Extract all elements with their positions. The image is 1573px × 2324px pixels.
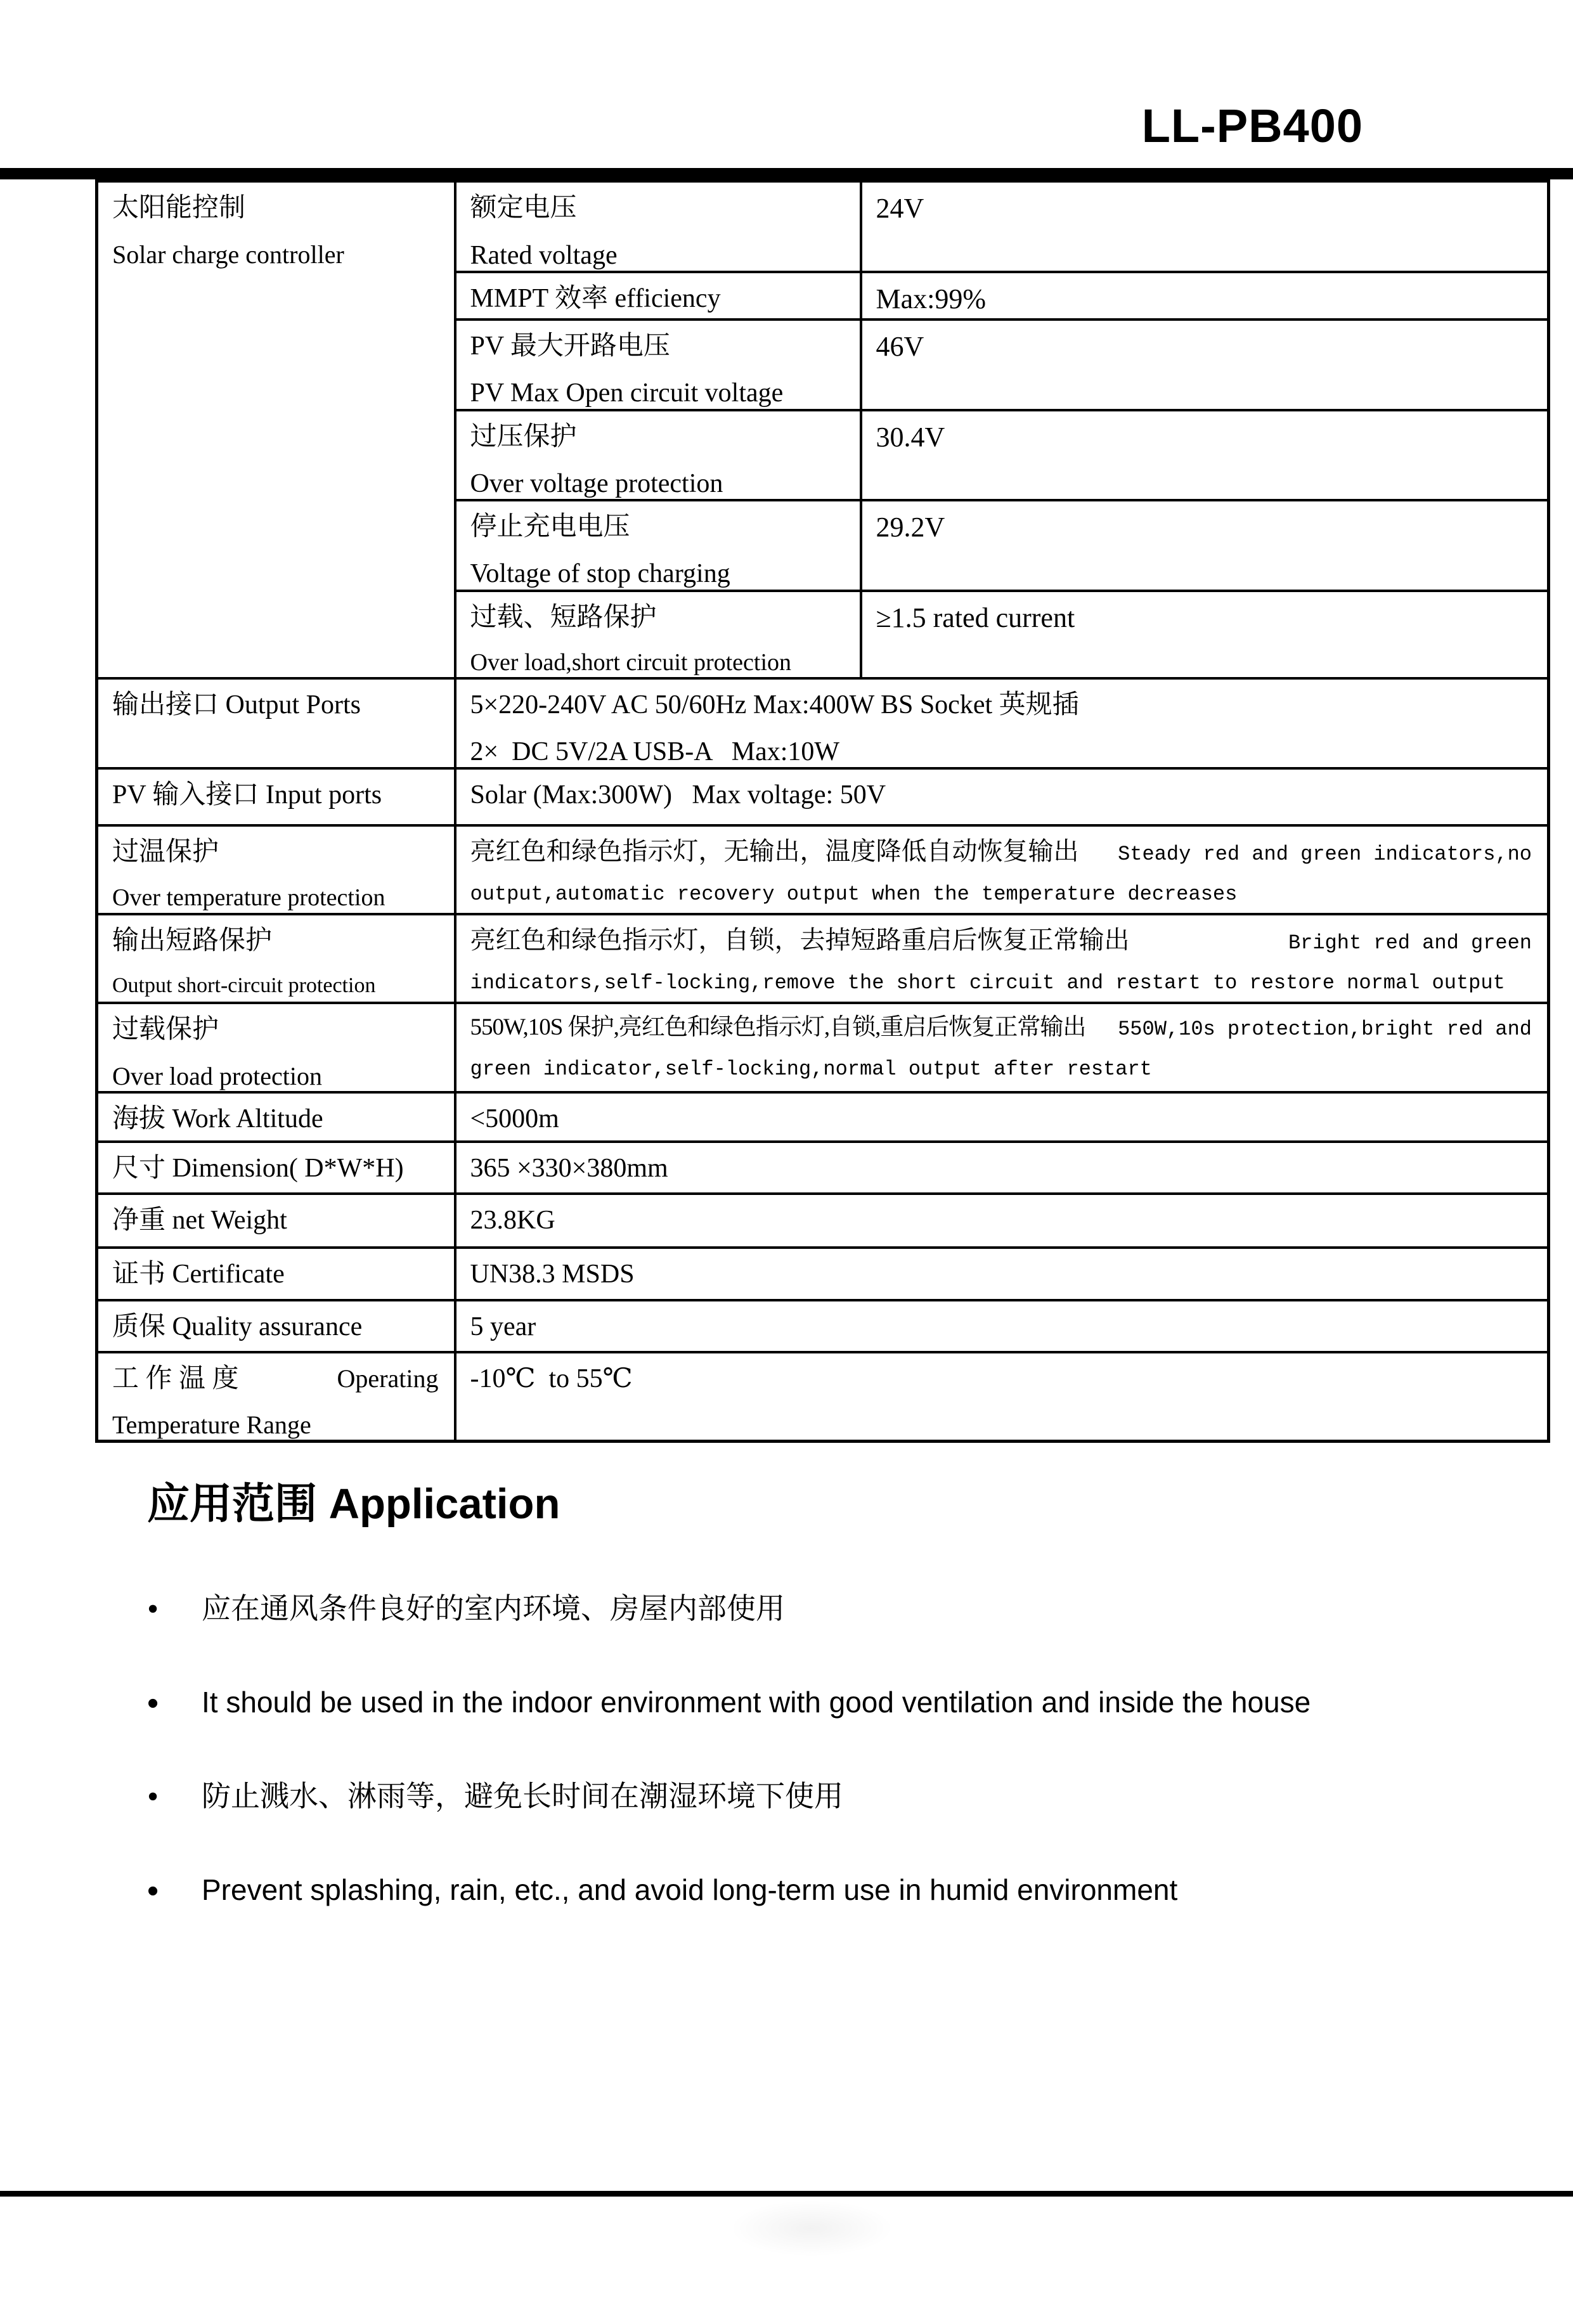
over-voltage-value [861,410,1549,501]
input-ports-label [97,768,455,825]
over-temperature-label [97,825,455,914]
over-temperature-label-cn: 过温保护 [112,837,219,867]
operating-temperature-label-en1: Operating [337,1364,439,1393]
over-load-value-en2: green indicator,self-locking,normal output after restart [470,1057,1152,1081]
overload-short-value [861,591,1549,678]
solar-group-cell [97,181,455,678]
stop-charging-value [861,500,1549,591]
table-row-input-ports [97,768,1549,825]
over-temperature-value-en2: output,automatic recovery output when the temperature decreases [470,882,1238,907]
table-row-dimension [97,1142,1549,1194]
output-ports-label [97,678,455,769]
list-item: • 防止溅水、淋雨等，避免长时间在潮湿环境下使用 [147,1779,1573,1814]
dimension-label [97,1142,455,1194]
rated-voltage-param-cn: 额定电压 [470,193,577,223]
quality-assurance-label [97,1300,455,1352]
over-temperature-value [455,825,1549,914]
application-list [0,1591,1573,1908]
document-page [0,100,1573,2324]
pv-max-param-cn: PV 最大开路电压 [470,331,670,361]
quality-assurance-value-text: 5 year [470,1312,536,1341]
net-weight-value-text: 23.8KG [470,1205,555,1235]
over-temperature-label-en: Over temperature protection [112,884,385,911]
altitude-value [455,1092,1549,1142]
page-title: LL-PB400 [1141,100,1363,152]
operating-temperature-value [455,1352,1549,1442]
output-ports-value [455,678,1549,769]
output-ports-label-text: 输出接口 Output Ports [112,690,361,720]
output-ports-value-line1: 5×220-240V AC 50/60Hz Max:400W BS Socket 英规插 [470,690,1079,720]
net-weight-label [97,1194,455,1248]
net-weight-value [455,1194,1549,1248]
altitude-label [97,1092,455,1142]
dimension-value [455,1142,1549,1194]
table-row-rated-voltage [97,181,1549,272]
application-heading: 应用范围 Application [147,1480,560,1528]
over-load-value-en1: 550W,10s protection,bright red and [1118,1017,1532,1042]
output-short-circuit-value-cn: 亮红色和绿色指示灯，自锁，去掉短路重启后恢复正常输出 [470,926,1130,955]
net-weight-label-text: 净重 net Weight [112,1205,287,1235]
over-voltage-param-en: Over voltage protection [470,468,723,498]
pv-max-value-text: 46V [876,330,924,362]
over-voltage-value-text: 30.4V [876,421,945,453]
certificate-label-text: 证书 Certificate [112,1259,285,1289]
certificate-value-text: UN38.3 MSDS [470,1259,635,1289]
table-row-over-temperature [97,825,1549,914]
table-row-altitude [97,1092,1549,1142]
spec-table [95,179,1550,1443]
table-row-operating-temperature [97,1352,1549,1442]
over-load-label-en: Over load protection [112,1061,322,1090]
table-row-output-ports [97,678,1549,769]
dimension-value-text: 365 ×330×380mm [470,1153,668,1183]
operating-temperature-label-cn: 工 作 温 度 [112,1364,239,1393]
stop-charging-param-en: Voltage of stop charging [470,559,730,589]
output-short-circuit-value-en2: indicators,self-locking,remove the short circuit and restart to restore normal output [470,971,1505,995]
rated-voltage-param [455,181,861,272]
over-temperature-value-cn: 亮红色和绿色指示灯，无输出，温度降低自动恢复输出 [470,837,1079,866]
table-row-net-weight [97,1194,1549,1248]
output-short-circuit-label-en: Output short-circuit protection [112,973,376,997]
input-ports-value [455,768,1549,825]
output-short-circuit-label [97,914,455,1003]
over-temperature-value-en1: Steady red and green indicators,no [1118,842,1532,867]
solar-group-label-en: Solar charge controller [112,240,344,269]
mmpt-value [861,272,1549,320]
dimension-label-text: 尺寸 Dimension( D*W*H) [112,1153,404,1183]
output-short-circuit-value [455,914,1549,1003]
quality-assurance-value [455,1300,1549,1352]
list-item: • 应在通风条件良好的室内环境、房屋内部使用 [147,1591,1573,1626]
rated-voltage-value-text: 24V [876,193,924,224]
over-load-label [97,1003,455,1092]
over-voltage-param [455,410,861,501]
list-item: • Prevent splashing, rain, etc., and avoid long-term use in humid environment [147,1873,1573,1908]
pv-max-param [455,320,861,410]
altitude-label-text: 海拔 Work Altitude [112,1104,323,1133]
header-rule [0,168,1573,179]
pv-max-param-en: PV Max Open circuit voltage [470,378,784,408]
stop-charging-param-cn: 停止充电电压 [470,512,630,542]
footer-smudge [729,2200,894,2257]
over-load-value [455,1003,1549,1092]
over-voltage-param-cn: 过压保护 [470,422,577,451]
stop-charging-value-text: 29.2V [876,512,945,543]
altitude-value-text: <5000m [470,1104,559,1133]
over-load-label-cn: 过载保护 [112,1015,219,1045]
solar-group-label-cn: 太阳能控制 [112,193,246,223]
overload-short-param [455,591,861,678]
input-ports-value-text: Solar (Max:300W) Max voltage: 50V [470,780,886,810]
overload-short-param-cn: 过载、短路保护 [470,602,657,632]
table-row-over-load [97,1003,1549,1092]
mmpt-param-text: MMPT 效率 efficiency [470,283,721,313]
rated-voltage-value [861,181,1549,272]
overload-short-value-text: ≥1.5 rated current [876,602,1075,633]
quality-assurance-label-text: 质保 Quality assurance [112,1312,363,1341]
output-short-circuit-value-en1: Bright red and green [1288,931,1532,955]
input-ports-label-text: PV 输入接口 Input ports [112,780,382,810]
table-row-certificate [97,1248,1549,1300]
certificate-label [97,1248,455,1300]
operating-temperature-label-en2: Temperature Range [112,1410,311,1439]
operating-temperature-label [97,1352,455,1442]
mmpt-param [455,272,861,320]
table-row-output-short-circuit [97,914,1549,1003]
pv-max-value [861,320,1549,410]
list-item: • It should be used in the indoor environment with good ventilation and inside the house [147,1685,1573,1720]
mmpt-value-text: Max:99% [876,283,987,314]
stop-charging-param [455,500,861,591]
output-short-circuit-label-cn: 输出短路保护 [112,926,273,956]
footer-rule [0,2191,1573,2197]
output-ports-value-line2: 2× DC 5V/2A USB-A Max:10W [470,737,840,767]
rated-voltage-param-en: Rated voltage [470,240,618,270]
certificate-value [455,1248,1549,1300]
overload-short-param-en: Over load,short circuit protection [470,649,792,676]
operating-temperature-value-text: -10℃ to 55℃ [470,1364,633,1393]
table-row-quality-assurance [97,1300,1549,1352]
over-load-value-cn: 550W,10S 保护,亮红色和绿色指示灯,自锁,重启后恢复正常输出 [470,1014,1086,1041]
